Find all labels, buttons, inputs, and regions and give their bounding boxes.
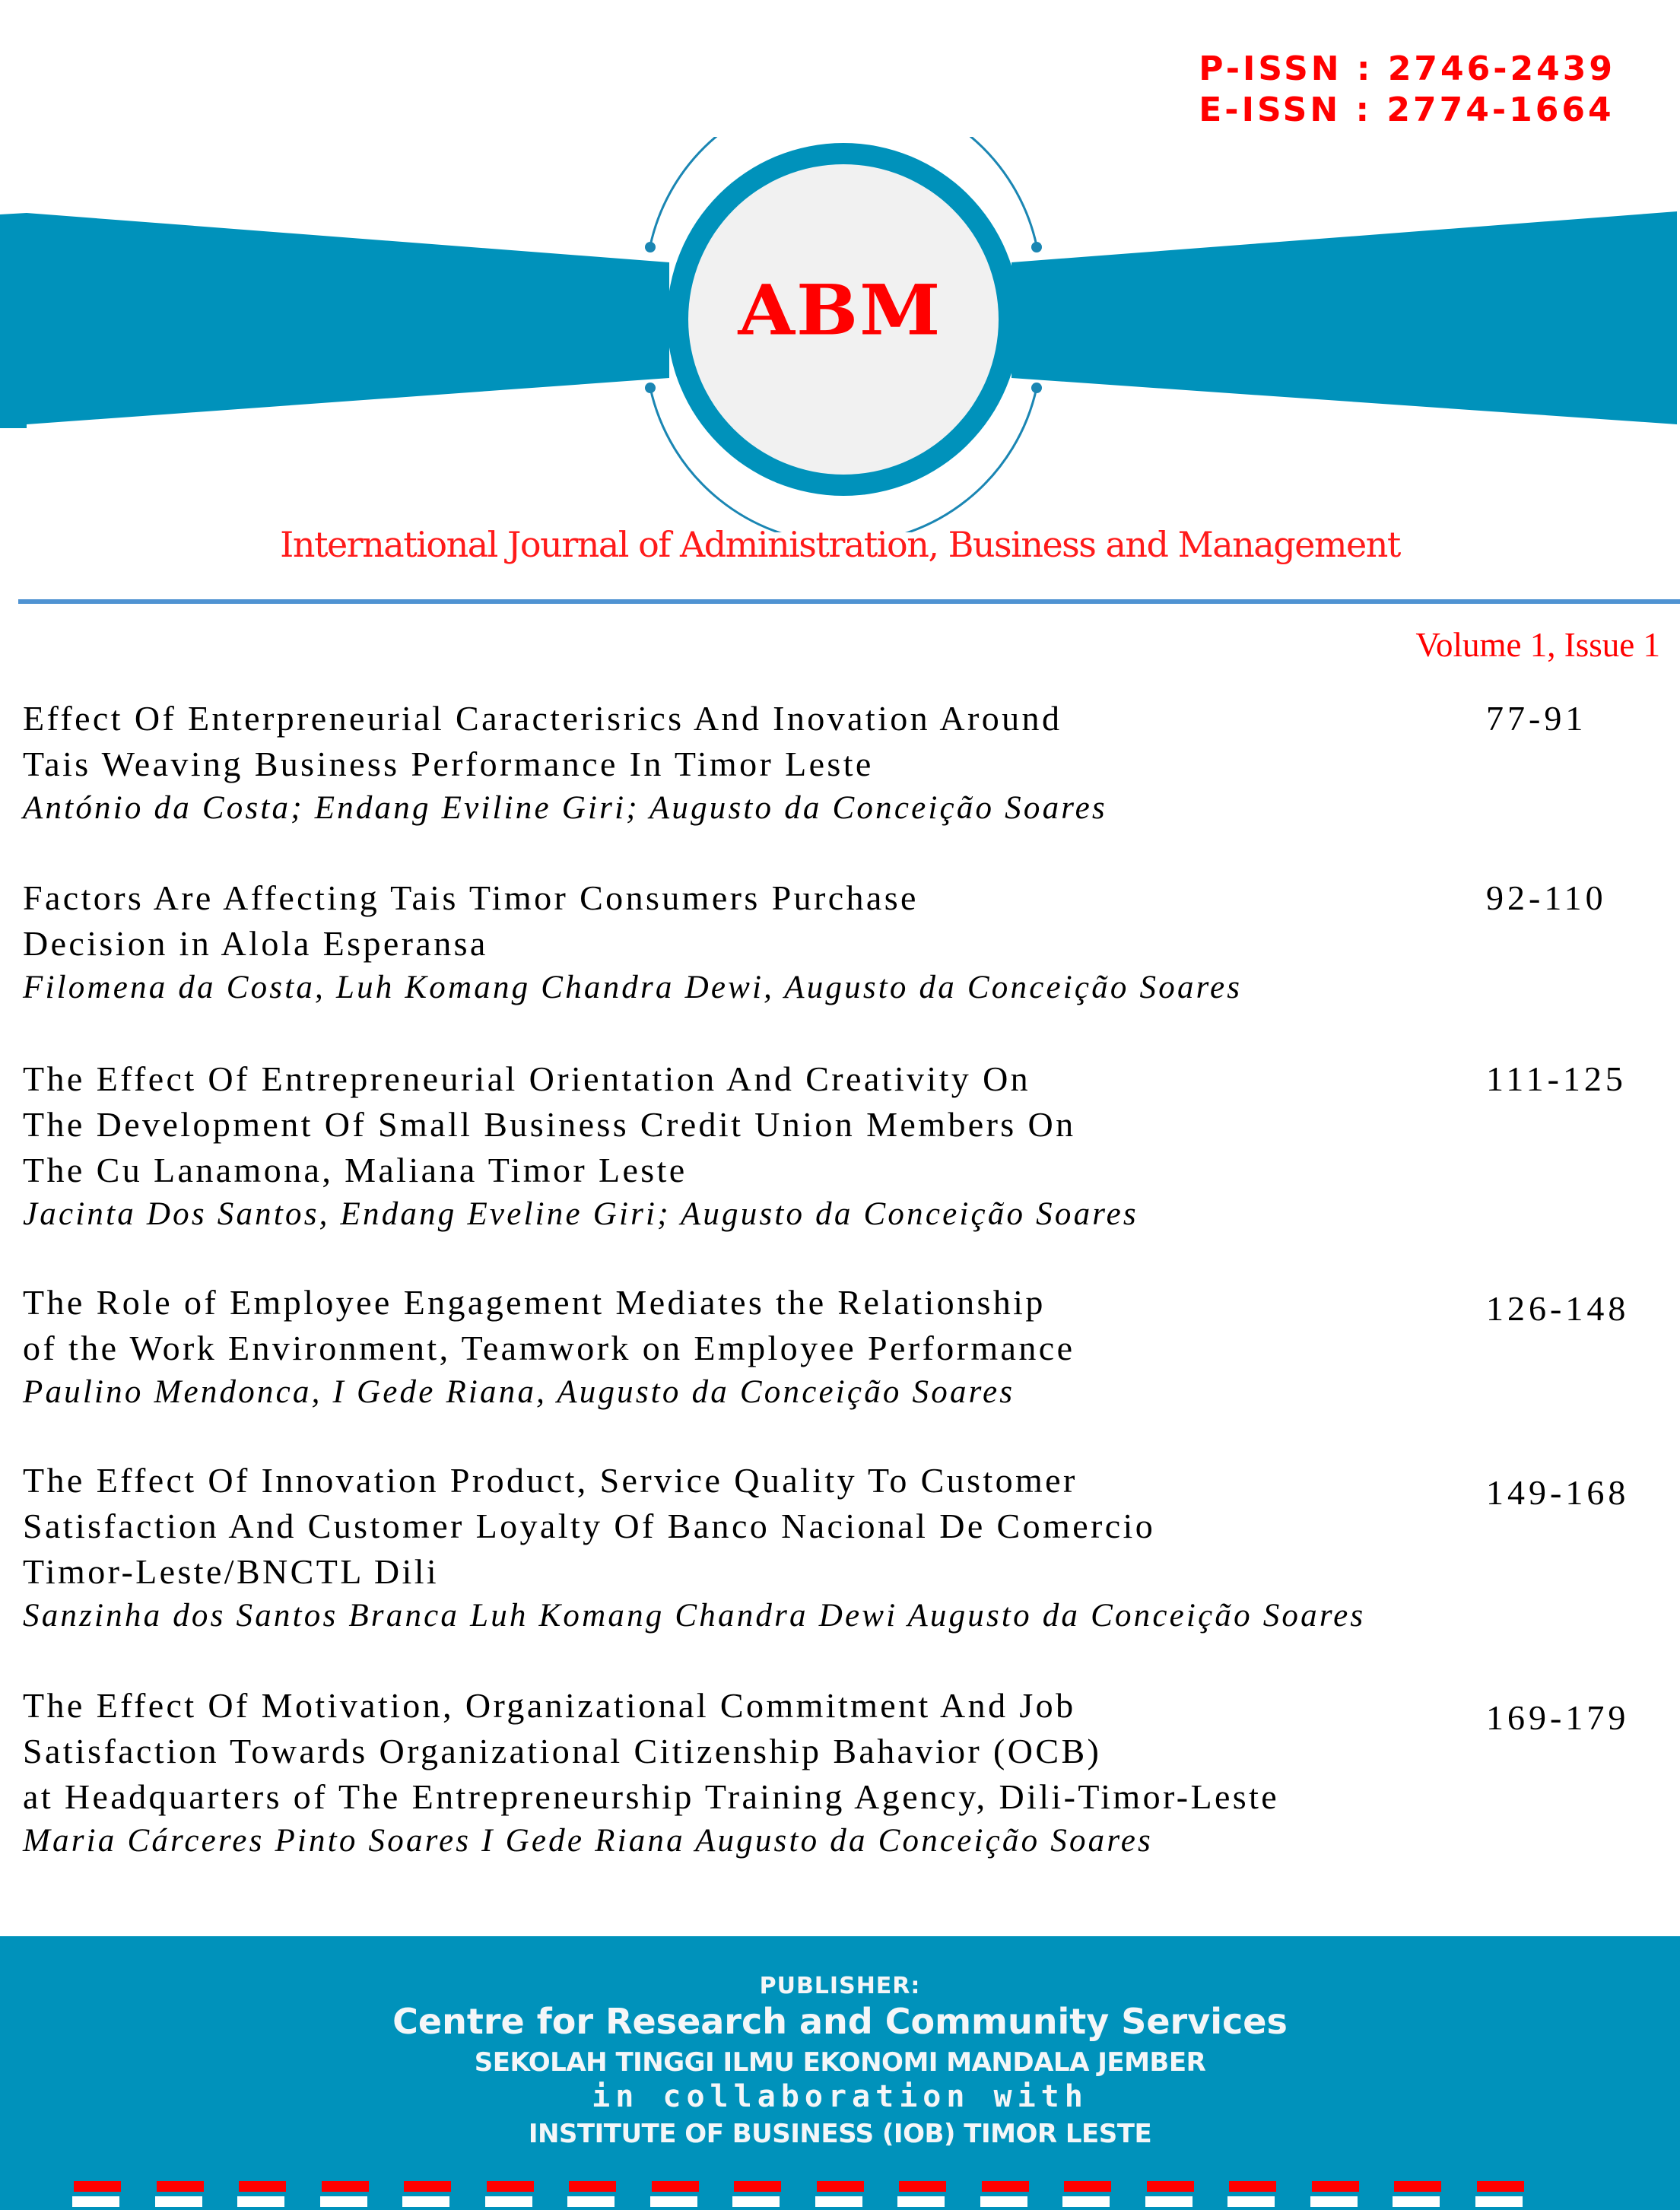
decorative-dash	[1062, 2196, 1110, 2207]
decorative-dash	[1393, 2196, 1440, 2207]
decorative-dash	[237, 2196, 284, 2207]
arc-dot-br	[1031, 383, 1042, 393]
logo-abm: ABM	[738, 268, 942, 351]
decorative-dash	[72, 2196, 119, 2207]
article-entry[interactable]	[23, 1280, 1666, 1414]
decorative-dash	[980, 2196, 1027, 2207]
article-title-line: The Effect Of Innovation Product, Service Quality To Customer	[23, 1461, 1078, 1500]
article-entry[interactable]	[23, 1056, 1666, 1236]
article-entry[interactable]	[23, 875, 1666, 1009]
article-entry[interactable]	[23, 696, 1666, 830]
article-authors: Maria Cárceres Pinto Soares I Gede Riana Augusto da Conceição Soares	[23, 1823, 1153, 1859]
article-title-line: Timor-Leste/BNCTL Dili	[23, 1552, 440, 1591]
article-authors: Sanzinha dos Santos Branca Luh Komang Chandra Dewi Augusto da Conceição Soares	[23, 1598, 1366, 1634]
decorative-dash	[239, 2181, 286, 2192]
article-title-line: The Development Of Small Business Credit Union Members On	[23, 1105, 1076, 1144]
red-dash-row	[0, 2181, 1680, 2192]
decorative-dash	[897, 2196, 945, 2207]
article-authors: Jacinta Dos Santos, Endang Eveline Giri; Augusto da Conceição Soares	[23, 1196, 1139, 1232]
article-title-line: Satisfaction And Customer Loyalty Of Banco Nacional De Comercio	[23, 1507, 1156, 1545]
volume-issue: Volume 1, Issue 1	[1415, 626, 1660, 664]
decorative-dash	[320, 2196, 367, 2207]
article-title-line: The Effect Of Entrepreneurial Orientation And Creativity On	[23, 1059, 1031, 1098]
article-entry[interactable]	[23, 1683, 1666, 1862]
article-authors: Filomena da Costa, Luh Komang Chandra Dewi, Augusto da Conceição Soares	[23, 970, 1243, 1005]
article-entry[interactable]	[23, 1458, 1666, 1637]
decorative-dash	[404, 2181, 451, 2192]
article-pages: 77-91	[1486, 699, 1587, 738]
article-pages: 111-125	[1486, 1059, 1627, 1098]
article-title-line: at Headquarters of The Entrepreneurship Training Agency, Dili-Timor-Leste	[23, 1777, 1280, 1816]
decorative-dash	[487, 2181, 534, 2192]
decorative-dash	[899, 2181, 946, 2192]
decorative-dash	[1229, 2181, 1276, 2192]
article-title-line: The Effect Of Motivation, Organizational Commitment And Job	[23, 1686, 1076, 1725]
decorative-dash	[1064, 2181, 1111, 2192]
decorative-dash	[982, 2181, 1029, 2192]
decorative-dash	[815, 2196, 862, 2207]
article-pages: 126-148	[1486, 1289, 1630, 1328]
article-authors: António da Costa; Endang Eviline Giri; Augusto da Conceição Soares	[23, 790, 1107, 826]
arc-dot-bl	[645, 383, 656, 393]
article-pages: 92-110	[1486, 878, 1607, 917]
article-pages: 169-179	[1486, 1698, 1630, 1737]
decorative-dash	[1147, 2181, 1194, 2192]
article-title-line: The Cu Lanamona, Maliana Timor Leste	[23, 1151, 688, 1189]
article-title-line: of the Work Environment, Teamwork on Employee Performance	[23, 1329, 1075, 1367]
decorative-dash	[1310, 2196, 1358, 2207]
decorative-dash	[734, 2181, 781, 2192]
publisher-footer	[0, 1936, 1680, 2210]
issn-block	[1199, 49, 1615, 131]
collaboration-text: in collaboration with	[592, 2079, 1088, 2114]
article-title-line: Decision in Alola Esperansa	[23, 924, 488, 963]
publisher-centre: Centre for Research and Community Services	[392, 2001, 1288, 2042]
decorative-dash	[732, 2196, 780, 2207]
decorative-dash	[652, 2181, 699, 2192]
decorative-dash	[155, 2196, 202, 2207]
electronic-issn: E-ISSN : 2774-1664	[1199, 90, 1615, 129]
header-divider	[18, 599, 1680, 604]
article-title-line: Satisfaction Towards Organizational Citizenship Bahavior (OCB)	[23, 1732, 1102, 1770]
white-dash-row	[0, 2196, 1680, 2207]
decorative-dash	[1312, 2181, 1359, 2192]
decorative-dash	[74, 2181, 121, 2192]
decorative-dash	[1145, 2196, 1193, 2207]
arc-dot-tr	[1031, 242, 1042, 252]
decorative-dash	[567, 2196, 615, 2207]
decorative-dash	[1477, 2181, 1524, 2192]
decorative-dash	[157, 2181, 204, 2192]
print-issn: P-ISSN : 2746-2439	[1199, 49, 1615, 88]
decorative-dash	[322, 2181, 369, 2192]
article-title-line: Effect Of Enterpreneurial Caracterisrics And Inovation Around	[23, 699, 1062, 738]
article-authors: Paulino Mendonca, I Gede Riana, Augusto da Conceição Soares	[23, 1374, 1015, 1410]
journal-title: International Journal of Administration, Business and Management	[280, 524, 1400, 565]
article-pages: 149-168	[1486, 1473, 1630, 1512]
decorative-dash	[817, 2181, 864, 2192]
article-title-line: Factors Are Affecting Tais Timor Consumers Purchase	[23, 878, 919, 917]
decorative-dash	[569, 2181, 616, 2192]
decorative-dash	[402, 2196, 449, 2207]
decorative-dash	[650, 2196, 697, 2207]
decorative-dash	[1394, 2181, 1441, 2192]
partner-institute: INSTITUTE OF BUSINESS (IOB) TIMOR LESTE	[528, 2119, 1152, 2149]
publisher-label: PUBLISHER:	[759, 1973, 921, 1999]
decorative-dash	[485, 2196, 532, 2207]
arc-dot-tl	[645, 242, 656, 252]
decorative-dash	[1227, 2196, 1275, 2207]
article-title-line: Tais Weaving Business Performance In Timor Leste	[23, 745, 874, 783]
decorative-dash	[1475, 2196, 1523, 2207]
article-title-line: The Role of Employee Engagement Mediates the Relationship	[23, 1283, 1046, 1322]
publisher-school: SEKOLAH TINGGI ILMU EKONOMI MANDALA JEMBER	[474, 2047, 1206, 2078]
